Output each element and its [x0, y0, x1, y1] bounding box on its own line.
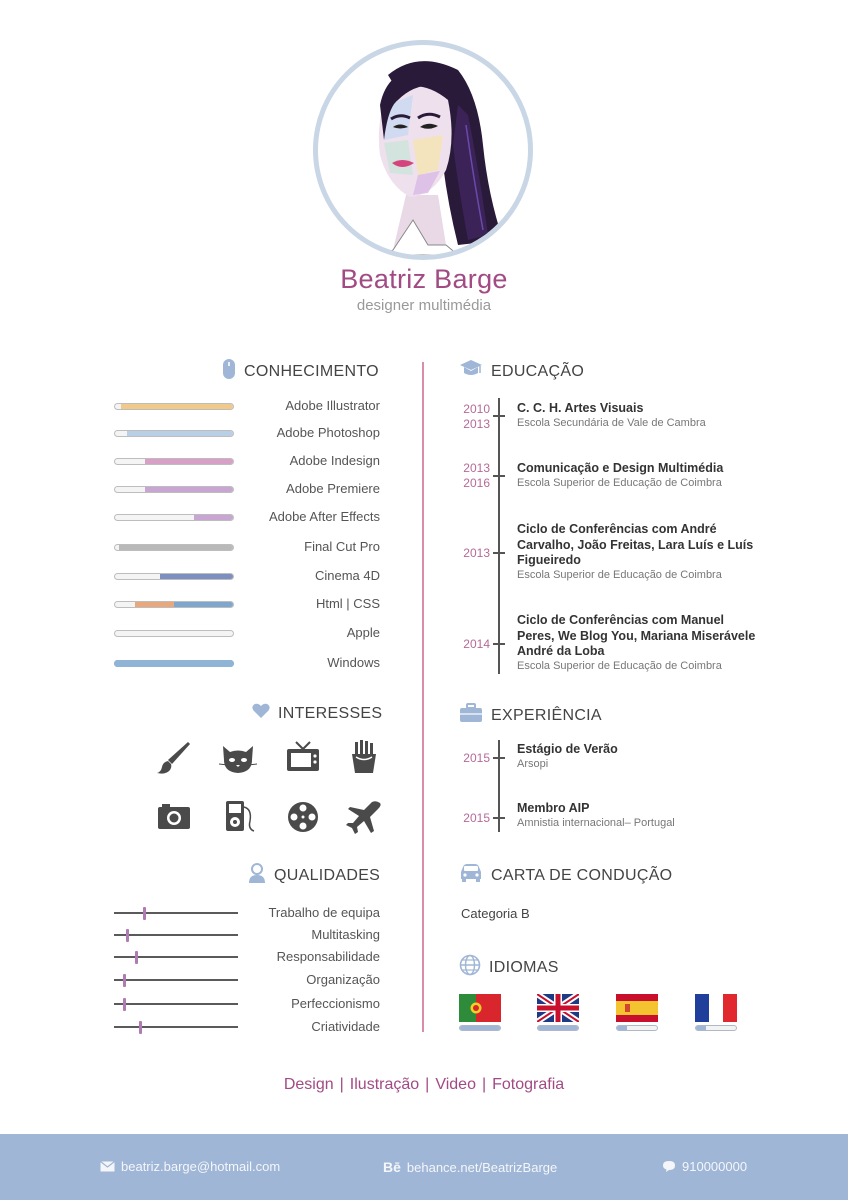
globe-icon [459, 954, 481, 981]
language-level-fill [696, 1026, 706, 1030]
quality-label: Trabalho de equipa [268, 905, 380, 920]
contact-footer [0, 1134, 848, 1200]
skill-row [112, 570, 380, 584]
tagline-item: Ilustração [349, 1076, 420, 1093]
skill-row [112, 455, 380, 469]
education-title: Comunicação e Design Multimédia [517, 461, 724, 475]
quality-slider-track [114, 979, 238, 981]
skill-level-fill [160, 574, 233, 579]
interests-heading [252, 703, 382, 724]
skill-label: Adobe Illustrator [285, 398, 380, 413]
profile-avatar [313, 40, 533, 260]
phone-contact[interactable] [662, 1159, 747, 1174]
timeline-tick [493, 415, 505, 417]
person-name: Beatriz Barge [340, 264, 508, 294]
experience-title: Estágio de Verão [517, 742, 618, 756]
behance-text[interactable]: behance.net/BeatrizBarge [406, 1159, 558, 1175]
skill-level-fill [145, 459, 234, 464]
skill-level-fill [114, 660, 234, 667]
skill-label: Adobe Indesign [289, 453, 380, 468]
education-title: C. C. H. Artes Visuais [517, 401, 644, 415]
skill-row [112, 400, 380, 414]
skill-level-bar [114, 486, 234, 493]
timeline-year: 2014 [463, 637, 490, 651]
skill-level-bar [114, 601, 234, 608]
language-level-bar [537, 1025, 579, 1031]
skill-level-fill [194, 515, 233, 520]
quality-label: Criatividade [311, 1019, 380, 1034]
skill-label: Cinema 4D [314, 568, 380, 583]
skill-level-bar [114, 403, 234, 410]
timeline-year: 2015 [463, 751, 490, 765]
skill-label: Adobe Premiere [286, 481, 380, 496]
experience-entry [517, 801, 757, 830]
skill-row [112, 598, 380, 612]
skill-label: Final Cut Pro [304, 539, 380, 554]
quality-row [112, 948, 380, 964]
education-entry [517, 613, 757, 673]
france-flag-icon [695, 994, 737, 1022]
quality-slider-track [114, 912, 238, 914]
languages-heading [459, 954, 559, 981]
graduation-cap-icon [459, 358, 483, 385]
language-level-fill [617, 1026, 627, 1030]
skill-level-fill [127, 431, 233, 436]
language-level-bar [616, 1025, 658, 1031]
timeline-tick [493, 643, 505, 645]
education-heading [459, 358, 584, 385]
skill-row [112, 483, 380, 497]
experience-place: Amnistia internacional– Portugal [517, 816, 675, 829]
behance-contact[interactable] [383, 1159, 557, 1175]
experience-title: Membro AIP [517, 801, 590, 815]
skill-level-fill [119, 545, 233, 550]
fries-icon [344, 738, 384, 778]
education-title: Ciclo de Conferências com Manuel Peres, We Blog You, Mariana Miserávele André da Loba [517, 613, 756, 658]
airplane-icon [344, 797, 384, 837]
tagline-item: Fotografia [492, 1076, 565, 1093]
heart-icon [252, 703, 270, 724]
skill-level-fill [145, 487, 234, 492]
quality-label: Multitasking [311, 927, 380, 942]
education-entry [517, 461, 757, 490]
skill-level-bar [114, 630, 234, 637]
camera-icon [154, 797, 194, 837]
languages-heading-label: IDIOMAS [489, 958, 559, 976]
timeline-year: 2015 [463, 811, 490, 825]
interests-heading-label: INTERESSES [278, 704, 383, 722]
quality-label: Organização [306, 972, 380, 987]
portugal-flag-icon [459, 994, 501, 1022]
education-place: Escola Superior de Educação de Coimbra [517, 659, 722, 672]
paintbrush-icon [154, 738, 194, 778]
education-timeline-line [498, 398, 500, 674]
language-level-fill [460, 1026, 500, 1030]
skill-row [112, 657, 380, 671]
person-role: designer multimédia [356, 297, 492, 314]
column-divider [422, 362, 424, 1032]
skill-level-bar [114, 430, 234, 437]
skill-level-fill [121, 404, 233, 409]
language-level-bar [695, 1025, 737, 1031]
quality-slider-track [114, 934, 238, 936]
skill-accent-fill [135, 602, 174, 607]
behance-icon: Bē [383, 1159, 401, 1175]
skill-row [112, 511, 380, 525]
education-heading-label: EDUCAÇÃO [491, 362, 585, 380]
education-place: Escola Secundária de Vale de Cambra [517, 416, 706, 429]
quality-slider-knob [139, 1021, 142, 1034]
envelope-icon [100, 1161, 115, 1172]
person-icon [248, 862, 266, 889]
skill-level-bar [114, 514, 234, 521]
quality-row [112, 904, 380, 920]
email-text[interactable]: beatriz.barge@hotmail.com [121, 1159, 281, 1174]
tagline-item: Video [435, 1076, 476, 1093]
timeline-tick [493, 475, 505, 477]
skill-label: Windows [327, 655, 380, 670]
quality-slider-knob [126, 929, 129, 942]
car-icon [459, 863, 483, 888]
education-title: Ciclo de Conferências com André Carvalho, João Freitas, Lara Luís e Luís Figueiredo [517, 522, 754, 567]
quality-row [112, 995, 380, 1011]
quality-label: Perfeccionismo [291, 996, 380, 1011]
timeline-tick [493, 552, 505, 554]
quality-slider-knob [143, 907, 146, 920]
experience-entry [517, 742, 757, 771]
quality-slider-knob [123, 998, 126, 1011]
quality-row [112, 971, 380, 987]
tv-icon [283, 738, 323, 778]
quality-row [112, 1018, 380, 1034]
quality-slider-knob [123, 974, 126, 987]
uk-flag-icon [537, 994, 579, 1022]
cat-icon [218, 738, 258, 778]
quality-slider-knob [135, 951, 138, 964]
timeline-year: 2010 2013 [463, 402, 490, 431]
skill-row [112, 627, 380, 641]
tagline-item: Design [283, 1076, 334, 1093]
education-place: Escola Superior de Educação de Coimbra [517, 476, 722, 489]
skill-level-fill [174, 602, 233, 607]
skill-label: Adobe Photoshop [276, 425, 380, 440]
phone-text[interactable]: 910000000 [682, 1159, 748, 1174]
license-heading-label: CARTA DE CONDUÇÃO [491, 866, 673, 884]
experience-heading [459, 703, 602, 728]
timeline-tick [493, 757, 505, 759]
education-entry [517, 522, 757, 582]
skill-level-bar [114, 660, 234, 667]
music-player-icon [218, 797, 258, 837]
quality-slider-track [114, 1003, 238, 1005]
quality-slider-track [114, 1026, 238, 1028]
skill-label: Html | CSS [315, 596, 380, 611]
education-place: Escola Superior de Educação de Coimbra [517, 568, 722, 581]
language-level-bar [459, 1025, 501, 1031]
email-contact[interactable] [100, 1159, 280, 1174]
chat-bubble-icon [662, 1160, 676, 1173]
qualities-heading [248, 862, 380, 889]
skill-row [112, 427, 380, 441]
skill-row [112, 541, 380, 555]
mouse-icon [222, 358, 236, 385]
spain-flag-icon [616, 994, 658, 1022]
license-category: Categoria B [461, 906, 530, 921]
quality-label: Responsabilidade [276, 949, 380, 964]
tagline-separator: | [339, 1076, 344, 1093]
knowledge-heading-label: CONHECIMENTO [244, 362, 379, 380]
tagline [0, 1076, 848, 1094]
skill-label: Apple [346, 625, 380, 640]
skill-level-bar [114, 544, 234, 551]
quality-slider-track [114, 956, 238, 958]
quality-row [112, 926, 380, 942]
knowledge-heading [222, 358, 379, 385]
experience-heading-label: EXPERIÊNCIA [491, 706, 602, 724]
briefcase-icon [459, 703, 483, 728]
tagline-separator: | [481, 1076, 487, 1093]
skill-level-bar [114, 573, 234, 580]
timeline-tick [493, 817, 505, 819]
timeline-year: 2013 [463, 546, 490, 560]
film-reel-icon [283, 797, 323, 837]
qualities-heading-label: QUALIDADES [274, 866, 381, 884]
education-entry [517, 401, 757, 430]
license-heading [459, 863, 672, 888]
tagline-separator: | [425, 1076, 430, 1093]
skill-level-bar [114, 458, 234, 465]
experience-place: Arsopi [517, 757, 549, 770]
portrait-illustration [318, 45, 528, 255]
skill-label: Adobe After Effects [268, 509, 380, 524]
language-level-fill [538, 1026, 578, 1030]
timeline-year: 2013 2016 [463, 461, 490, 490]
